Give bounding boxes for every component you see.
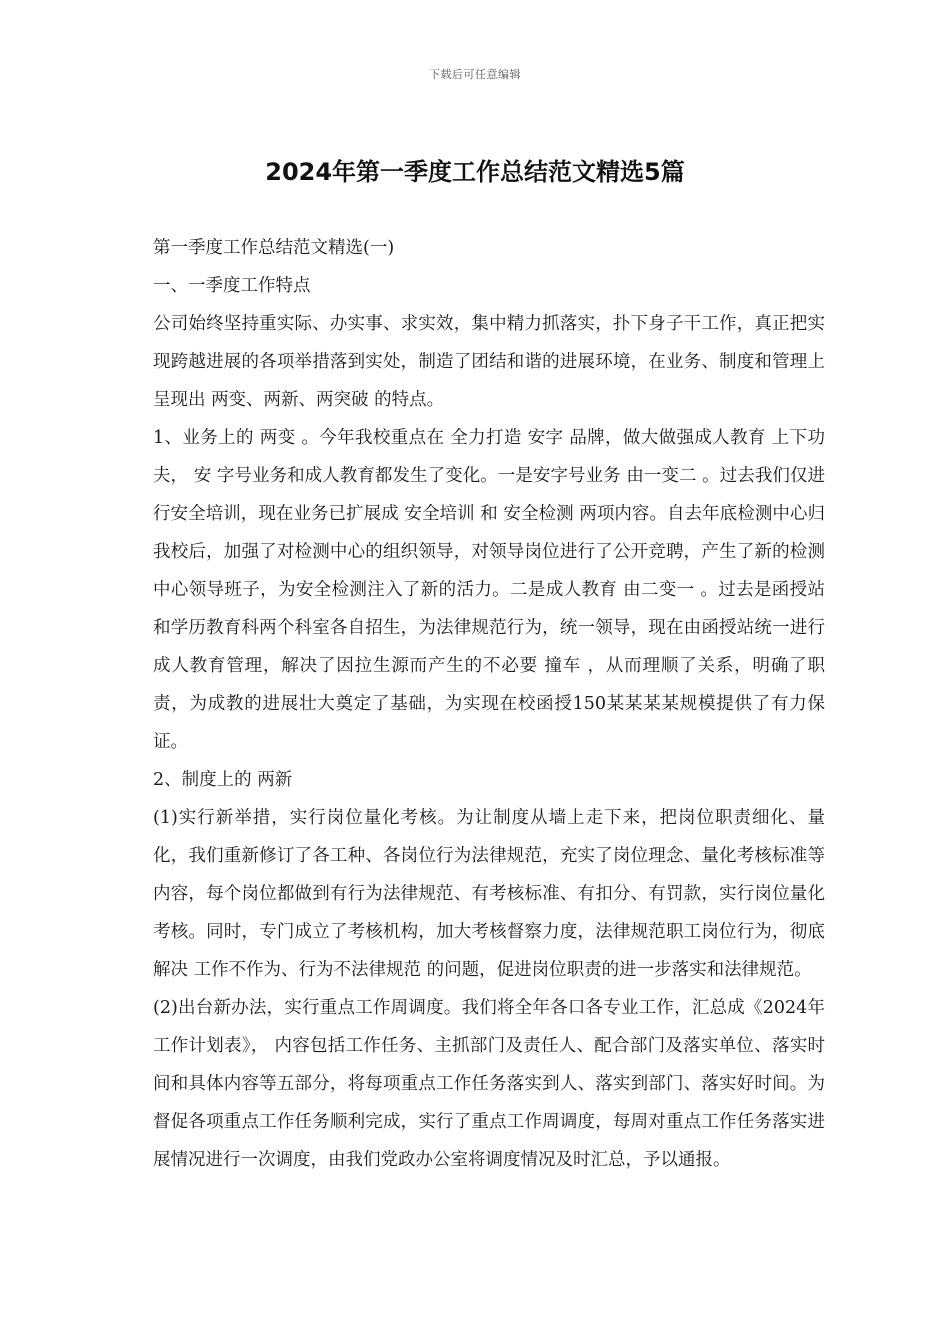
paragraph: 公司始终坚持重实际、办实事、求实效，集中精力抓落实，扑下身子干工作，真正把实现跨越进展的各项举措落到实处，制造了团结和谐的进展环境，在业务、制度和管理上呈现出 两变、两新、两突破 的特点。 <box>153 314 825 410</box>
paragraph: (1)实行新举措，实行岗位量化考核。为让制度从墙上走下来，把岗位职责细化、量化，我们重新修订了各工种、各岗位行为法律规范，充实了岗位理念、量化考核标准等内容，每个岗位都做到有行为法律规范、有考核标准、有扣分、有罚款，实行岗位量化考核。同时，专门成立了考核机构，加大考核督察力度，法律规范职工岗位行为，彻底解决 工作不作为、行为不法律规范 的问题，促进岗位职责的进一步落实和法律规范。 <box>153 808 825 980</box>
document-body <box>145 229 825 1179</box>
download-note: 下载后可任意编辑 <box>429 68 521 81</box>
section-heading: 第一季度工作总结范文精选(一) <box>153 238 395 258</box>
paragraph: 1、业务上的 两变 。今年我校重点在 全力打造 安字 品牌，做大做强成人教育 上下功夫， 安 字号业务和成人教育都发生了变化。一是安字号业务 由一变二 。过去我们仅进行安全培训，现在业务已扩展成 安全培训 和 安全检测 两项内容。自去年底检测中心归我校后，加强了对检测中心的组织领导，对领导岗位进行了公开竞聘，产生了新的检测中心领导班子，为安全检测注入了新的活力。二是成人教育 由二变一 。过去是函授站和学历教育科两个科室各自招生，为法律规范行为，统一领导，现在由函授站统一进行成人教育管理，解决了因拉生源而产生的不必要 撞车 ，从而理顺了关系，明确了职责，为成教的进展壮大奠定了基础，为实现在校函授150某某某某规模提供了有力保证。 <box>153 428 825 752</box>
paragraph: (2)出台新办法，实行重点工作周调度。我们将全年各口各专业工作，汇总成《2024年工作计划表》， 内容包括工作任务、主抓部门及责任人、配合部门及落实单位、落实时间和具体内容等五部分，将每项重点工作任务落实到人、落实到部门、落实好时间。为督促各项重点工作任务顺利完成，实行了重点工作周调度，每周对重点工作任务落实进展情况进行一次调度，由我们党政办公室将调度情况及时汇总，予以通报。 <box>153 998 825 1170</box>
subsection-heading: 2、制度上的 两新 <box>153 770 293 790</box>
document-title: 2024年第一季度工作总结范文精选5篇 <box>265 158 685 186</box>
subsection-heading: 一、一季度工作特点 <box>153 276 311 296</box>
